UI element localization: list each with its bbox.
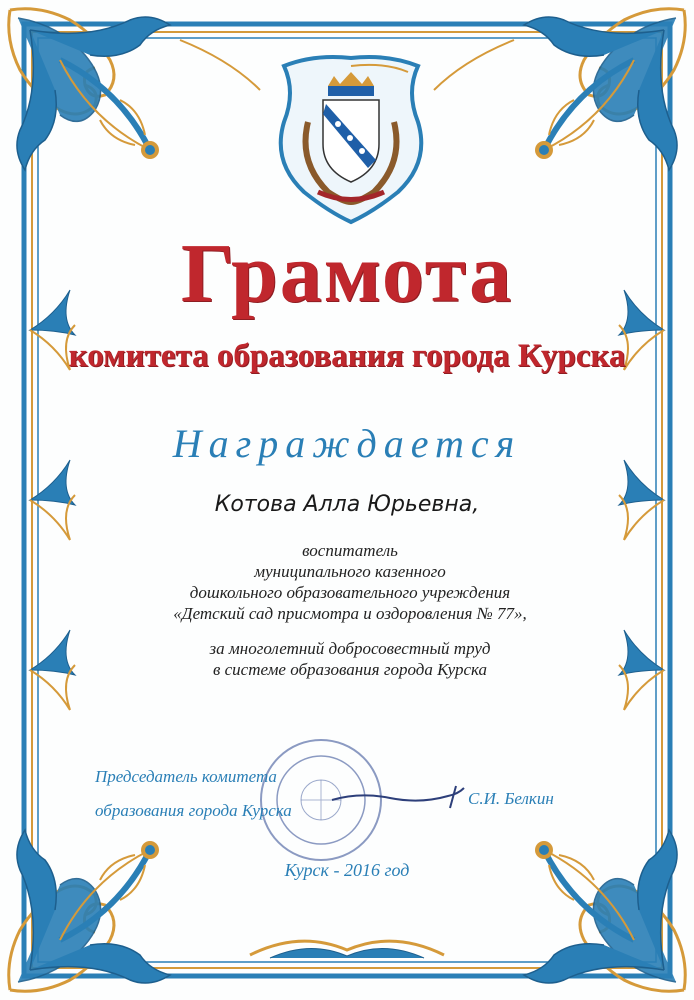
position-line: муниципального казенного bbox=[254, 562, 446, 581]
signature-title-line: образования города Курска bbox=[95, 801, 292, 820]
city-year: Курск - 2016 год bbox=[284, 860, 410, 880]
certificate-subtitle: комитета образования города Курска bbox=[68, 338, 626, 374]
position-line: «Детский сад присмотра и оздоровления № 77», bbox=[173, 604, 527, 623]
award-body bbox=[100, 540, 600, 680]
reason-line: в системе образования города Курска bbox=[212, 660, 488, 679]
awardee-name: Котова Алла Юрьевна, bbox=[214, 492, 480, 517]
kursk-coat-of-arms-icon bbox=[268, 52, 434, 226]
handwritten-signature-icon bbox=[330, 782, 470, 812]
reason-line: за многолетний добросовестный труд bbox=[209, 639, 491, 658]
position-line: воспитатель bbox=[302, 541, 398, 560]
awarded-heading: Награждается bbox=[172, 421, 522, 466]
position-line: дошкольного образовательного учреждения bbox=[189, 583, 511, 602]
signature-title-line: Председатель комитета bbox=[95, 767, 277, 786]
signature-name: С.И. Белкин bbox=[468, 789, 554, 808]
certificate-title: Грамота bbox=[180, 227, 514, 320]
signature-title bbox=[95, 760, 292, 828]
